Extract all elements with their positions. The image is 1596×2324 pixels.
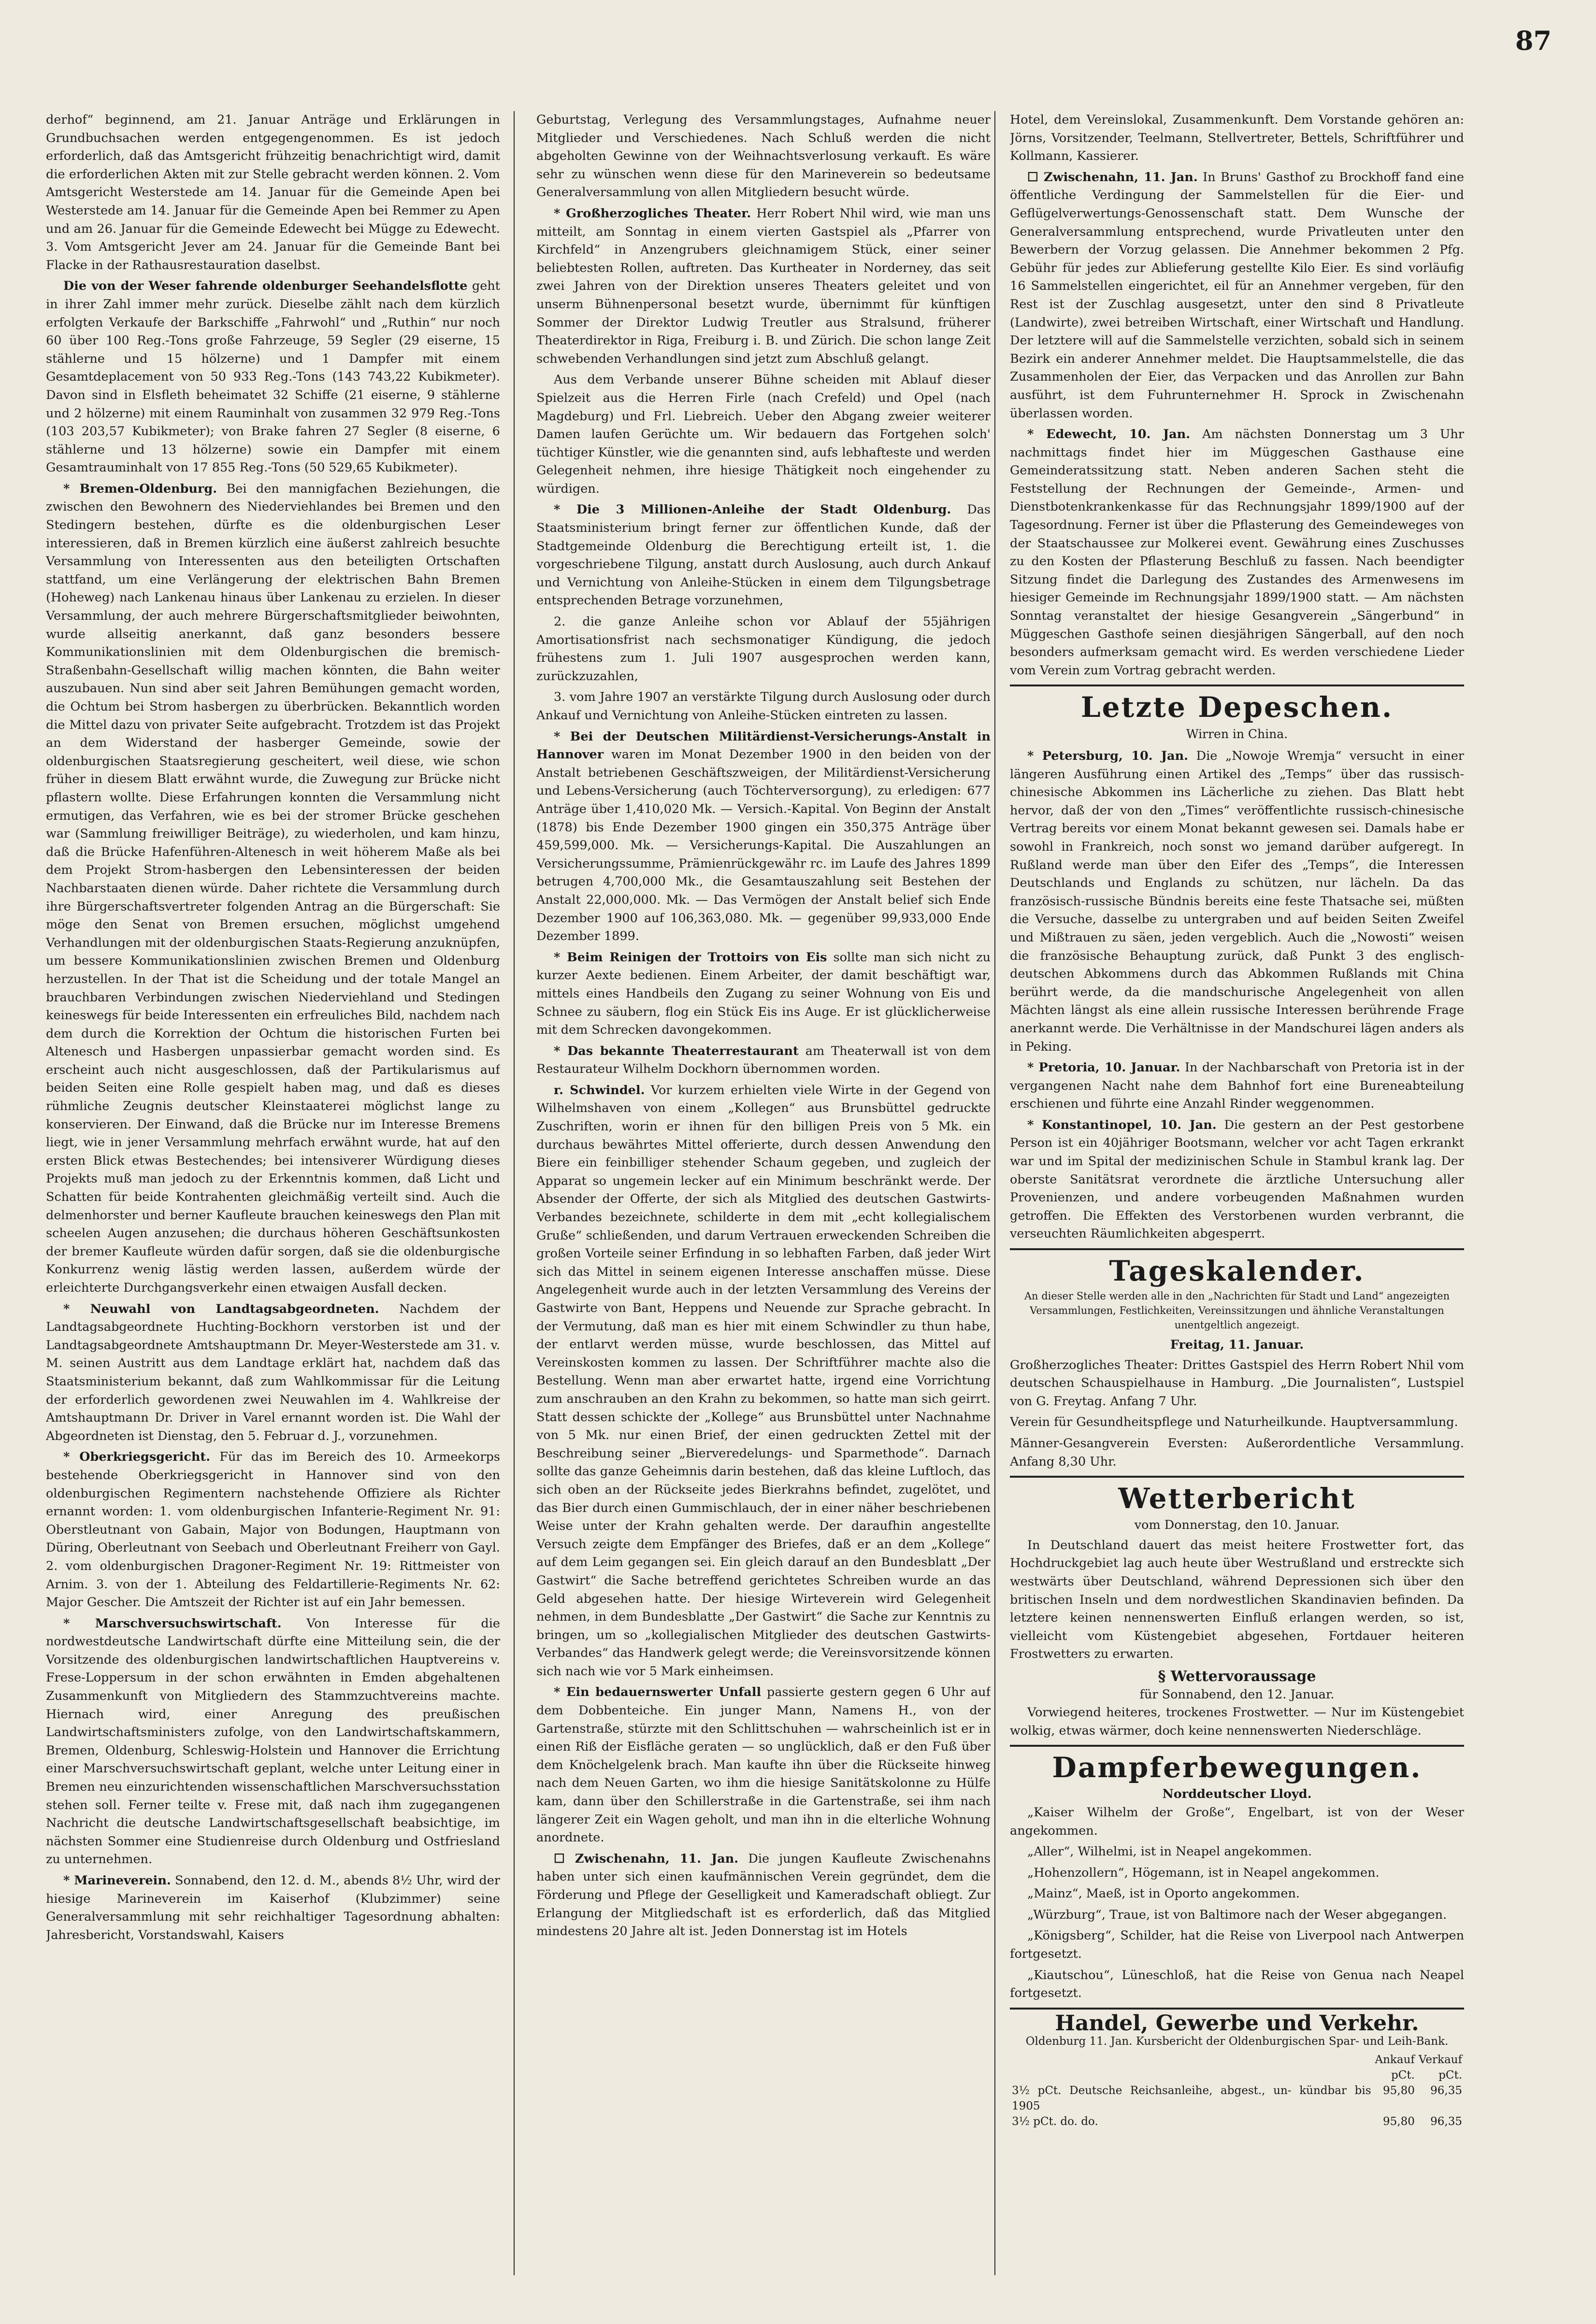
dampfer-entry: „Königsberg“, Schilder, hat die Reise von Liverpool nach Antwerpen fortgesetzt. (1010, 1928, 1464, 1962)
article-text: am Theaterwall ist von dem Restaurateur Wilhelm Dockhorn übernommen worden. (536, 1043, 991, 1077)
article-text: Das Staatsministerium bringt ferner zur öffentlichen Kunde, daß der Stadtgemeinde Oldenburg die Berechtigung erteilt ist, 1. die vorgeschriebene Tilgung, anstatt durch Auslosung, auch durch Ankauf und Vernichtung von Anleihe-Stücken in einem dem Tilgungsbetrage entsprechenden Betrage vorzunehmen, (536, 502, 991, 608)
article-paragraph (46, 1448, 500, 1611)
dampfer-entry: „Mainz“, Maeß, ist in Oporto angekommen. (1027, 1886, 1300, 1901)
article-text: sollte man sich nicht zu kurzer Aexte bedienen. Einem Arbeiter, der damit beschäftigt war, mittels eines Handbeils den Zugang zu seiner Wohnung von Eis und Schnee zu säubern, flog ein Stück Eis ins Auge. Er ist glücklicherweise mit dem Schrecken davongekommen. (536, 950, 991, 1038)
article-paragraph (536, 111, 991, 202)
section-divider (1010, 1745, 1464, 1747)
section-divider (1010, 1476, 1464, 1478)
depesche-text: In der Nachbarschaft von Pretoria ist in der vergangenen Nacht nahe dem Bahnhof fort eine Bureneabteilung erschienen und führte eine Anzahl Rinder weggenommen. (1010, 1060, 1464, 1112)
article-headline: * Oberkriegsgericht. (63, 1450, 211, 1465)
depesche-dateline: * Konstantinopel, 10. Jan. (1027, 1117, 1217, 1132)
article-text: Sonnabend, den 12. d. M., abends 8½ Uhr, wird der hiesige Marineverein im Kaiserhof (Klubzimmer) seine Generalversammlung mit sehr reichhaltiger Tagesordnung abhalten: Jahresbericht, Vorstandswahl, Kaisers (46, 1873, 500, 1942)
page-number: 87 (1515, 25, 1552, 56)
article-text: In Bruns' Gasthof zu Brockhoff fand eine öffentliche Verdingung der Sammelstellen für die Eier- und Geflügelverwertungs-Genossenschaft statt. Dem Wunsche der Generalversammlung entsprechend, wurde Privatleuten unter den Bewerbern der Vorzug gelassen. Die Annehmer bekommen 2 Pfg. Gebühr für jedes zur Ablieferung gestellte Kilo Eier. Es sind vorläufig 16 Sammelstellen eingerichtet, eil für an Annehmer vergeben, für den Rest ist der Zuschlag ausgesetzt, unter den sind 8 Privatleute (Landwirte), zwei betreiben Wirtschaft, einer Wirtschaft und Handlung. Der letztere will auf die Sammelstelle verzichten, sobald sich in seinem Bezirk ein anderer Annehmer meldet. Die Hauptsammelstelle, die das Zusammenholen der Eier, das Verpacken und das Anrollen zur Bahn ausführt, ist dem Fuhrunternehmer H. Sprock in Zwischenahn überlassen worden. (1010, 170, 1464, 421)
tageskalender-note: An dieser Stelle werden alle in den „Nachrichten für Stadt und Land“ angezeigten Versammlungen, Festlichkeiten, Vereinssitzungen und ähnliche Veranstaltungen unentgeltlich angezeigt. (1024, 1290, 1450, 1331)
article-paragraph (536, 1850, 991, 1941)
wettervoraussage-date: für Sonnabend, den 12. Januar. (1139, 1687, 1335, 1702)
article-text: derhof“ beginnend, am 21. Januar Anträge und Erklärungen in Grundbuchsachen werden entgegengenommen. Es ist jedoch erforderlich, daß das Amtsgericht frühzeitig benachrichtigt wird, damit die erforderlichen Akten mit zur Stelle gebracht werden können. 2. Vom Amtsgericht Westerstede am 14. Januar für die Gemeinde Apen bei Westerstede am 14. Januar für die Gemeinde Apen bei Remmer zu Apen und am 26. Januar für die Gemeinde Edewecht bei Mügge zu Edewecht. 3. Vom Amtsgericht Jever am 24. Januar für die Gemeinde Bant bei Flacke in der Rathausrestauration daselbst. (46, 113, 500, 272)
kursbericht-unit-verkauf: pCt. (1438, 2069, 1462, 2082)
article-headline: * Marineverein. (63, 1873, 171, 1888)
article-text: passierte gestern gegen 6 Uhr auf dem Dobbenteiche. Ein junger Mann, Namens H., von der Gartenstraße, stürzte mit den Schlittschuhen — wahrscheinlich ist er in einen Riß der Eisfläche geraten — so unglücklich, daß er den Fuß über dem Knöchelgelenk brach. Man kaufte ihn über die Rückseite hinweg nach dem Neuen Garten, wo ihm die hiesige Sanitätskolonne zu Hülfe kam, dann über den Schillerstraße in die Gartenstraße, sei ihm nach längerer Zeit ein Wagen geholt, und man ihn in die elterliche Wohnung anordnete. (536, 1685, 991, 1845)
article-paragraph (536, 205, 991, 368)
kalender-entry: Männer-Gesangverein Eversten: Außerordentliche Versammlung. Anfang 8,30 Uhr. (1010, 1436, 1464, 1469)
kursbericht-unit-row (1010, 2067, 1464, 2083)
column-3-articles (1010, 111, 1464, 680)
article-paragraph (1010, 426, 1464, 680)
handel-section (1010, 2010, 1464, 2130)
column-2 (536, 111, 991, 2295)
article-paragraph (1010, 111, 1464, 166)
article-paragraph (536, 949, 991, 1040)
dampfer-subtitle: Norddeutscher Lloyd. (1162, 1787, 1312, 1802)
wetterbericht-title: Wetterbericht (1118, 1482, 1356, 1515)
kursbericht-header-verkauf: Verkauf (1418, 2053, 1462, 2067)
article-text: Geburtstag, Verlegung des Versammlungstages, Aufnahme neuer Mitglieder und Verschiedenes. Nach Schluß werden die nicht abgeholten Gewinne von der Weihnachtsverlosung verkauft. Es wäre sehr zu wünschen wenn diese für den Marineverein so bedeutsame Generalversammlung von allen Mitgliedern besucht würde. (536, 113, 991, 200)
article-headline: * Bei der Deutschen Militärdienst-Versicherungs-Anstalt in Hannover (536, 729, 991, 762)
article-text: geht in ihrer Zahl immer mehr zurück. Dieselbe zählt nach dem kürzlich erfolgten Verkaufe der Barkschiffe „Fahrwohl“ und „Ruthin“ nur noch 60 über 100 Reg.-Tons große Fahrzeuge, 59 Segler (29 eiserne, 15 stählerne und 15 hölzerne) und 1 Dampfer mit einem Gesamtdeplacement von 50 933 Reg.-Tons (143 743,22 Kubikmeter). Davon sind in Elsfleth beheimatet 32 Schiffe (21 eiserne, 9 stählerne und 2 hölzerne) mit einem Rauminhalt von zusammen 32 979 Reg.-Tons (103 203,57 Kubikmeter); von Brake fahren 27 Segler (8 eiserne, 6 stählerne und 13 hölzerne) sowie ein Dampfer mit einem Gesamtrauminhalt von 17 855 Reg.-Tons (50 529,65 Kubikmeter). (46, 279, 500, 475)
article-headline: * Das bekannte Theaterrestaurant (554, 1043, 799, 1058)
kursbericht-unit-ankauf: pCt. (1391, 2069, 1415, 2082)
article-headline: * Bremen-Oldenburg. (63, 481, 217, 496)
article-paragraph (46, 1300, 500, 1446)
article-paragraph (46, 111, 500, 274)
depesche-item (1010, 1059, 1464, 1113)
section-divider (1010, 1248, 1464, 1250)
dampfer-entry: „Aller“, Wilhelmi, ist in Neapel angekommen. (1027, 1844, 1312, 1859)
kursbericht-ankauf: 95,80 (1383, 2115, 1415, 2128)
article-headline: * Beim Reinigen der Trottoirs von Eis (554, 950, 827, 965)
article-paragraph (46, 277, 500, 477)
article-headline: * Edewecht, 10. Jan. (1027, 427, 1191, 442)
article-headline: * Die 3 Millionen-Anleihe der Stadt Oldenburg. (554, 502, 951, 517)
kursbericht-ankauf: 95,80 (1383, 2084, 1415, 2097)
article-paragraph (536, 1082, 991, 1681)
section-divider (1010, 2008, 1464, 2010)
article-text: Vor kurzem erhielten viele Wirte in der Gegend von Wilhelmshaven von einem „Kollegen“ aus Brunsbüttel gedruckte Zuschriften, worin er ihnen für den billigen Preis von 5 Mk. ein durchaus bewährtes Mittel offerierte, durch dessen Anwendung den Biere ein feinbilliger stehender Schaum gegeben, und zugleich der Apparat so ungemein lecker auf ein Minimum beschränkt werde. Der Absender der Offerte, der sich als Mitglied des deutschen Gastwirts-Verbandes bezeichnete, schilderte in dem mit „echt kollegialischem Gruße“ schließenden, und darum Vertrauen erweckenden Schreiben die großen Vorteile seiner Erfindung in so lebhaften Farben, daß jeder Wirt sich das Mittel in seinem eigenen Interesse anschaffen müsse. Diese Angelegenheit wurde auch in der letzten Versammlung des Vereins der Gastwirte von Bant, Heppens und Neuende zur Sprache gebracht. In der Vermutung, daß man es hier mit einem Schwindler zu thun habe, der entlarvt werden müsse, wurde beschlossen, das Mittel auf Vereinskosten kommen zu lassen. Der Schriftführer machte also die Bestellung. Wenn man aber erwartet hatte, irgend eine Vorrichtung zum anschrauben an den Krahn zu bekommen, so hatte man sich geirrt. Statt dessen schickte der „Kollege“ aus Brunsbüttel unter Nachnahme von 5 Mk. nur einen Brief, der einen gedruckten Zettel mit der Beschreibung seiner „Bierveredelungs- und Sparmethode“. Darnach sollte das ganze Geheimnis darin bestehen, daß das kleine Luftloch, das sich oben an der Rückseite jedes Bierkrahns befindet, zugelötet, und das Bier durch einen Gummischlauch, der in einer näher beschriebenen Weise unter der Krahn gehalten werde. Der daraufhin angestellte Versuch zeigte dem Empfänger des Briefes, daß er an dem „Kollege“ auf dem Leim gegangen sei. Ein gleich darauf an den Bundesblatt „Der Gastwirt“ die Sache betreffend gerichtetes Schreiben wurde an das Geld abgesehen hatte. Der hiesige Wirteverein wird Gelegenheit nehmen, in dem Bundesblatte „Der Gastwirt“ die Sache zur Kenntnis zu bringen, um so „kollegialischen Mitglieder des deutschen Gastwirts-Verbandes“ das Handwerk gelegt werde; die Vereinsvorsitzende können sich nach wie vor 5 Mark einheimsen. (536, 1083, 991, 1679)
dampfer-entry: „Kiautschou“, Lüneschloß, hat die Reise von Genua nach Neapel fortgesetzt. (1010, 1968, 1464, 2001)
article-paragraph (536, 1683, 991, 1847)
column-3 (1010, 111, 1464, 2295)
article-text: Bei den mannigfachen Beziehungen, die zwischen den Bewohnern des Niederviehlandes bei Bremen und den Stedingern bestehen, dürfte es die oldenburgischen Leser interessieren, daß in Bremen kürzlich eine äußerst zahlreich besuchte Versammlung von Interessenten aus den beteiligten Ortschaften stattfand, um eine Verlängerung der elektrischen Bahn Bremen (Hoheweg) nach Lankenau hinaus über Lankenau zu erzielen. In dieser Versammlung, der auch mehrere Bürgerschaftsmitglieder beiwohnten, wurde allseitig anerkannt, daß ganz besonders bessere Kommunikationslinien mit dem Oldenburgischen die bremisch-Straßenbahn-Gesellschaft willig machen könnten, die Bahn weiter auszubauen. Nun sind aber seit Jahren Bemühungen gemacht worden, die Ochtum bei Strom hasbergen zu überbrücken. Bekanntlich worden die Mittel dazu von privater Seite aufgebracht. Trotzdem ist das Projekt an dem Widerstand der hasberger Gemeinde, sowie der oldenburgischen Staatsregierung gescheitert, weil diese, wie schon früher in diesem Blatt erwähnt wurde, die Zuwegung zur Brücke nicht pflastern wollte. Diese Erfahrungen konnten die Versammlung nicht ermutigen, das Verfahren, wie es bei der stromer Brücke geschehen war (Sammlung freiwilliger Beiträge), zu wiederholen, und kam hinzu, daß die Brücke Hafenführen-Altenesch in weit höherem Maße als bei dem Projekt Strom-hasbergen den Lebensinteressen der beiden Nachbarstaaten dienen würde. Daher richtete die Versammlung durch ihre Bürgerschaftsvertreter folgenden Antrag an die Bürgerschaft: Sie möge den Senat von Bremen ersuchen, möglichst umgehend Verhandlungen mit der oldenburgischen Staats-Regierung anzuknüpfen, um bessere Kommunikationslinien zwischen Bremen und Oldenburg herzustellen. In der That ist die Scheidung und der totale Mangel an brauchbaren Verbindungen zwischen Niederviehland und Stedingen keineswegs für beide Interessenten ein erfreuliches Bild, nachdem nach dem durch die Korrektion der Ochtum die historischen Furten bei Altenesch und Hasbergen unpassierbar gemacht worden sind. Es erscheint auch nicht ausgeschlossen, daß der Partikularismus auf beiden Seiten eine Rolle gespielt haben mag, und daß es dieses rühmliche Zeugnis deutscher Kleinstaaterei möglichst lange zu konservieren. Der Einwand, daß die Brücke nur im Interesse Bremens liegt, wie in jener Versammlung mehrfach erwähnt wurde, hat auf den ersten Blick etwas Bestechendes; bei intensiverer Würdigung dieses Projekts muß man jedoch zu der Erkenntnis kommen, daß Licht und Schatten für beide Kontrahenten gleichmäßig verteilt sind. Auch die delmenhorster und berner Kaufleute brauchen keineswegs den Plan mit scheelen Augen anzusehen; die durchaus höheren Geschäftsunkosten der bremer Kaufleute würden dafür sorgen, daß sie die oldenburgische Konkurrenz wenig lästig werden lassen, außerdem würde der erleichterte Durchgangsverkehr einen etwaigen Ausfall decken. (46, 481, 500, 1295)
article-text: Die jungen Kaufleute Zwischenahns haben unter sich einen kaufmännischen Verein gegründet, dem die Förderung und Pflege der Geselligkeit und Kameradschaft obliegt. Zur Erlangung der Mitgliedschaft ist es erforderlich, daß das Mitglied mindestens 20 Jahre alt ist. Jeden Donnerstag ist im Hotels (536, 1851, 991, 1939)
depeschen-items (1010, 747, 1464, 1243)
article-headline: r. Schwindel. (554, 1083, 645, 1098)
kalender-entry: Verein für Gesundheitspflege und Naturheilkunde. Hauptversammlung. (1010, 1415, 1458, 1430)
wettervoraussage-text: Vorwiegend heiteres, trockenes Frostwetter. — Nur im Küstengebiet wolkig, etwas wärmer, doch keine nennenswerten Niederschläge. (1010, 1705, 1464, 1738)
article-text: Hotel, dem Vereinslokal, Zusammenkunft. Dem Vorstande gehören an: Jörns, Vorsitzender, Teelmann, Stellvertreter, Bettels, Schriftführer und Kollmann, Kassierer. (1010, 113, 1464, 164)
tageskalender-items (1010, 1356, 1464, 1471)
article-paragraph (536, 1042, 991, 1079)
article-paragraph (1010, 169, 1464, 423)
kursbericht-row (1010, 2083, 1464, 2114)
article-headline: * Marschversuchswirtschaft. (63, 1616, 282, 1631)
article-text: Nachdem der Landtagsabgeordnete Huchting-Bockhorn verstorben ist und der Landtagsabgeordnete Amtshauptmann Dr. Meyer-Westerstede am 31. v. M. seinen Austritt aus dem Landtage erklärt hat, nachdem daß das Staatsministerium bekannt, daß zum Wahlkommissar für die Leitung der erforderlich gewordenen zwei Neuwahlen im 4. Wahlkreise der Amtshauptmann Dr. Driver in Varel ernannt worden ist. Die Wahl der Abgeordneten ist Dienstag, den 5. Februar d. J., vorzunehmen. (46, 1301, 500, 1443)
article-text: Für das im Bereich des 10. Armeekorps bestehende Oberkriegsgericht in Hannover sind von den oldenburgischen Regimentern nachstehende Offiziere als Richter ernannt worden: 1. vom oldenburgischen Infanterie-Regiment Nr. 91: Oberstleutnant von Gabain, Major von Bodungen, Hauptmann von Düring, Oberleutnant von Seebach und Oberleutnant Freiherr von Gayl. 2. vom oldenburgischen Dragoner-Regiment Nr. 19: Rittmeister von Arnim. 3. von der 1. Abteilung des Feldartillerie-Regiments Nr. 62: Major Gescher. Die Amtszeit der Richter ist auf ein Jahr bemessen. (46, 1450, 500, 1610)
article-headline: * Neuwahl von Landtagsabgeordneten. (63, 1301, 379, 1316)
column-1 (46, 111, 500, 2295)
tageskalender-section (1010, 1255, 1464, 1471)
article-paragraph (536, 688, 991, 725)
handel-title: Handel, Gewerbe und Verkehr. (1055, 2010, 1419, 2036)
article-headline: * Großherzogliches Theater. (554, 206, 751, 221)
kursbericht-table (1010, 2052, 1464, 2129)
article-text: Am nächsten Donnerstag um 3 Uhr nachmittags findet hier im Müggeschen Gasthause eine Gemeinderatssitzung statt. Neben anderen Sachen steht die Feststellung der Rechnungen der Gemeinde-, Armen- und Dienstbotenkrankenkasse für das Rechnungsjahr 1899/1900 auf der Tagesordnung. Ferner ist über die Pflasterung des Gemeindeweges von der Staatschaussee zur Molkerei event. Gewährung eines Zuschusses zu den Kosten der Pflasterung Beschluß zu fassen. Nach beendigter Sitzung findet die Darlegung des Zustandes des Armenwesens im hiesiger Gemeinde im Rechnungsjahr 1899/1900 statt. — Am nächsten Sonntag veranstaltet der hiesige Gesangverein „Sängerbund“ in Müggeschen Gasthofe seinen diesjährigen Sängerball, auf den noch besonders aufmerksam gemacht wird. Es werden verschiedene Lieder vom Verein zum Vortrag gebracht werden. (1010, 427, 1464, 678)
kursbericht-intro: Oldenburg 11. Jan. Kursbericht der Oldenburgischen Spar- und Leih-Bank. (1025, 2035, 1449, 2048)
dampfer-entry: „Kaiser Wilhelm der Große“, Engelbart, ist von der Weser angekommen. (1010, 1805, 1464, 1838)
article-paragraph (46, 1872, 500, 1944)
depeschen-subtitle: Wirren in China. (1186, 727, 1288, 741)
article-headline: Die von der Weser fahrende oldenburger Seehandelsflotte (63, 279, 468, 294)
dampfer-entry: „Würzburg“, Traue, ist von Baltimore nach der Weser abgegangen. (1027, 1907, 1447, 1922)
article-headline: ☐ Zwischenahn, 11. Jan. (554, 1851, 739, 1866)
article-paragraph (46, 480, 500, 1297)
dampfer-title: Dampferbewegungen. (1052, 1751, 1422, 1784)
kursbericht-header-ankauf: Ankauf (1375, 2053, 1415, 2067)
kursbericht-header-row (1010, 2052, 1464, 2067)
depesche-item (1010, 747, 1464, 1056)
column-rule (514, 111, 515, 2275)
article-text: Von Interesse für die nordwestdeutsche Landwirtschaft dürfte eine Mitteilung sein, die der Vorsitzende des oldenburgischen landwirtschaftlichen Hauptvereins v. Frese-Loppersum in der schon erwähnten in Emden abgehaltenen Zusammenkunft von Mitgliedern des Stammzuchtvereins machte. Hiernach wird, einer Anregung des preußischen Landwirtschaftsministers zufolge, von den Landwirtschaftskammern, Bremen, Oldenburg, Schleswig-Holstein und Hannover die Errichtung einer Marschversuchswirtschaft geplant, welche unter Leitung einer in Bremen neu einzurichtenden wissenschaftlichen Marschversuchsstation stehen soll. Ferner teilte v. Frese mit, daß nach ihm zugegangenen Nachricht die deutsche Landwirtschaftsgesellschaft beabsichtige, im nächsten Sommer eine Studienreise durch Oldenburg und Ostfriesland zu unternehmen. (46, 1616, 500, 1867)
kalender-entry: Großherzogliches Theater: Drittes Gastspiel des Herrn Robert Nhil vom deutschen Schauspielhause in Hamburg. „Die Journalisten“, Lustspiel von G. Freytag. Anfang 7 Uhr. (1010, 1357, 1464, 1409)
article-paragraph (536, 613, 991, 685)
article-text: 3. vom Jahre 1907 an verstärkte Tilgung durch Auslosung oder durch Ankauf und Vernichtung von Anleihe-Stücken eintreten zu lassen. (536, 690, 991, 723)
tageskalender-title: Tageskalender. (1109, 1255, 1365, 1288)
depeschen-section (1010, 691, 1464, 1243)
tageskalender-date: Freitag, 11. Januar. (1170, 1338, 1304, 1353)
depesche-text: Die gestern an der Pest gestorbene Person ist ein 40jähriger Bootsmann, welcher vor acht Tagen erkrankt war und im Spital der medizinischen Schule in Stambul krank lag. Der oberste Sanitätsrat verordnete die ärztliche Untersuchung aller Provenienzen, und andere vorbeugenden Maßnahmen wurden getroffen. Die Effekten des Verstorbenen wurden verbrannt, die verseuchten Räumlichkeiten abgesperrt. (1010, 1117, 1464, 1241)
depesche-text: Die „Nowoje Wremja“ versucht in einer längeren Ausführung einen Artikel des „Temps“ über das russisch-chinesische Abkommen ins Lächerliche zu ziehen. Das Blatt hebt hervor, daß der von den „Times“ veröffentlichte russisch-chinesische Vertrag bereits vor einem Monat bekannt gewesen sei. Damals habe er sowohl in Frankreich, noch sonst wo jemand darüber aufgeregt. In Rußland werde man über den Eifer des „Temps“, die Interessen Deutschlands und Englands zu schützen, nur lächeln. Da das französisch-russische Bündnis bereits eine feste Thatsache sei, müßten die Versuche, dasselbe zu untergraben und auf beiden Seiten Zweifel und Mißtrauen zu säen, jeden vergeblich. Auch die „Nowosti“ weisen die französische Behauptung zurück, daß Punkt 3 des englisch-deutschen Abkommens durch das Abkommen Rußlands mit China berührt werde, da die mandschurische Angelegenheit von allen Mächten längst als eine allein russische Interessen berührende Frage anerkannt werde. Die Verhältnisse in der Mandschurei lägen anders als in Peking. (1010, 749, 1464, 1054)
dampfer-entry: „Hohenzollern“, Högemann, ist in Neapel angekommen. (1027, 1865, 1380, 1880)
kursbericht-label: 3½ pCt. do. do. (1012, 2115, 1098, 2128)
article-headline: * Ein bedauernswerter Unfall (554, 1685, 762, 1700)
article-headline: ☐ Zwischenahn, 11. Jan. (1027, 170, 1198, 185)
article-text: Aus dem Verbande unserer Bühne scheiden mit Ablauf dieser Spielzeit aus die Herren Firle (nach Crefeld) und Opel (nach Magdeburg) und Frl. Liebreich. Ueber den Abgang zweier weiterer Damen laufen Gerüchte um. Wir bedauern das Fortgehen solch' tüchtiger Künstler, wie die genannten sind, aufs lebhafteste und werden Gelegenheit nehmen, ihre hiesige Thätigkeit noch eingehender zu würdigen. (536, 372, 991, 496)
article-paragraph (46, 1615, 500, 1869)
article-paragraph (536, 728, 991, 946)
depesche-dateline: * Pretoria, 10. Januar. (1027, 1060, 1180, 1075)
kursbericht-verkauf: 96,35 (1430, 2115, 1462, 2128)
wetterbericht-text: In Deutschland dauert das meist heitere Frostwetter fort, das Hochdruckgebiet lag auch heute über Westrußland und erstreckte sich westwärts über Deutschland, während Depressionen sich über den britischen Inseln und dem nordwestlichen Skandinavien befinden. Da letztere keinen nennenswerten Einfluß erlangen werden, so ist, vielleicht vom Küstengebiet abgesehen, Fortdauer heiteren Frostwetters zu erwarten. (1010, 1538, 1464, 1662)
wettervoraussage-title: § Wettervoraussage (1158, 1668, 1316, 1685)
article-paragraph (536, 371, 991, 498)
section-divider (1010, 684, 1464, 686)
article-paragraph (536, 501, 991, 610)
article-text: waren im Monat Dezember 1900 in den beiden von der Anstalt betriebenen Geschäftszweigen, der Militärdienst-Versicherung und Lebens-Versicherung (auch Töchterversorgung), zu erledigen: 677 Anträge über 1,410,020 Mk. — Versich.-Kapital. Von Beginn der Anstalt (1878) bis Ende Dezember 1900 gingen ein 350,375 Anträge über 459,599,000. Mk. — Versicherungs-Kapital. Die Auszahlungen an Versicherungssumme, Prämienrückgewähr rc. im Laufe des Jahres 1899 betrugen 4,700,000 Mk., die Gesamtauszahlung seit Bestehen der Anstalt 22,000,000. Mk. — Das Vermögen der Anstalt belief sich Ende Dezember 1900 auf 106,363,080. Mk. — gegenüber 99,933,000 Ende Dezember 1899. (536, 747, 991, 944)
depeschen-title: Letzte Depeschen. (1080, 691, 1394, 724)
dampfer-section (1010, 1752, 1464, 2003)
kursbericht-label: 3½ pCt. Deutsche Reichsanleihe, abgest., un- kündbar bis 1905 (1012, 2084, 1371, 2113)
depesche-item (1010, 1116, 1464, 1243)
column-rule (994, 111, 995, 2275)
kursbericht-verkauf: 96,35 (1430, 2084, 1462, 2097)
depesche-dateline: * Petersburg, 10. Jan. (1027, 749, 1188, 763)
article-text: Herr Robert Nhil wird, wie man uns mitteilt, am Sonntag in einem vierten Gastspiel als „Pfarrer von Kirchfeld“ in Anzengrubers gleichnamigem Stück, einer seiner beliebtesten Rollen, auftreten. Das Kurtheater in Norderney, das seit zwei Jahren von der Direktion unseres Theaters geleitet und von unserm Bühnenpersonal besetzt wurde, übernimmt für künftigen Sommer der Direktor Ludwig Treutler aus Stralsund, früherer Theaterdirektor in Riga, Freiburg i. B. und Zürich. Die schon lange Zeit schwebenden Verhandlungen sind jetzt zum Abschluß gelangt. (536, 206, 991, 366)
dampfer-items (1010, 1804, 1464, 2003)
article-text: 2. die ganze Anleihe schon vor Ablauf der 55jährigen Amortisationsfrist nach sechsmonatiger Kündigung, die jedoch frühestens zum 1. Juli 1907 ausgesprochen werden kann, zurückzuzahlen, (536, 614, 991, 684)
wetterbericht-section (1010, 1483, 1464, 1740)
kursbericht-row (1010, 2114, 1464, 2129)
wetterbericht-date: vom Donnerstag, den 10. Januar. (1134, 1518, 1340, 1533)
